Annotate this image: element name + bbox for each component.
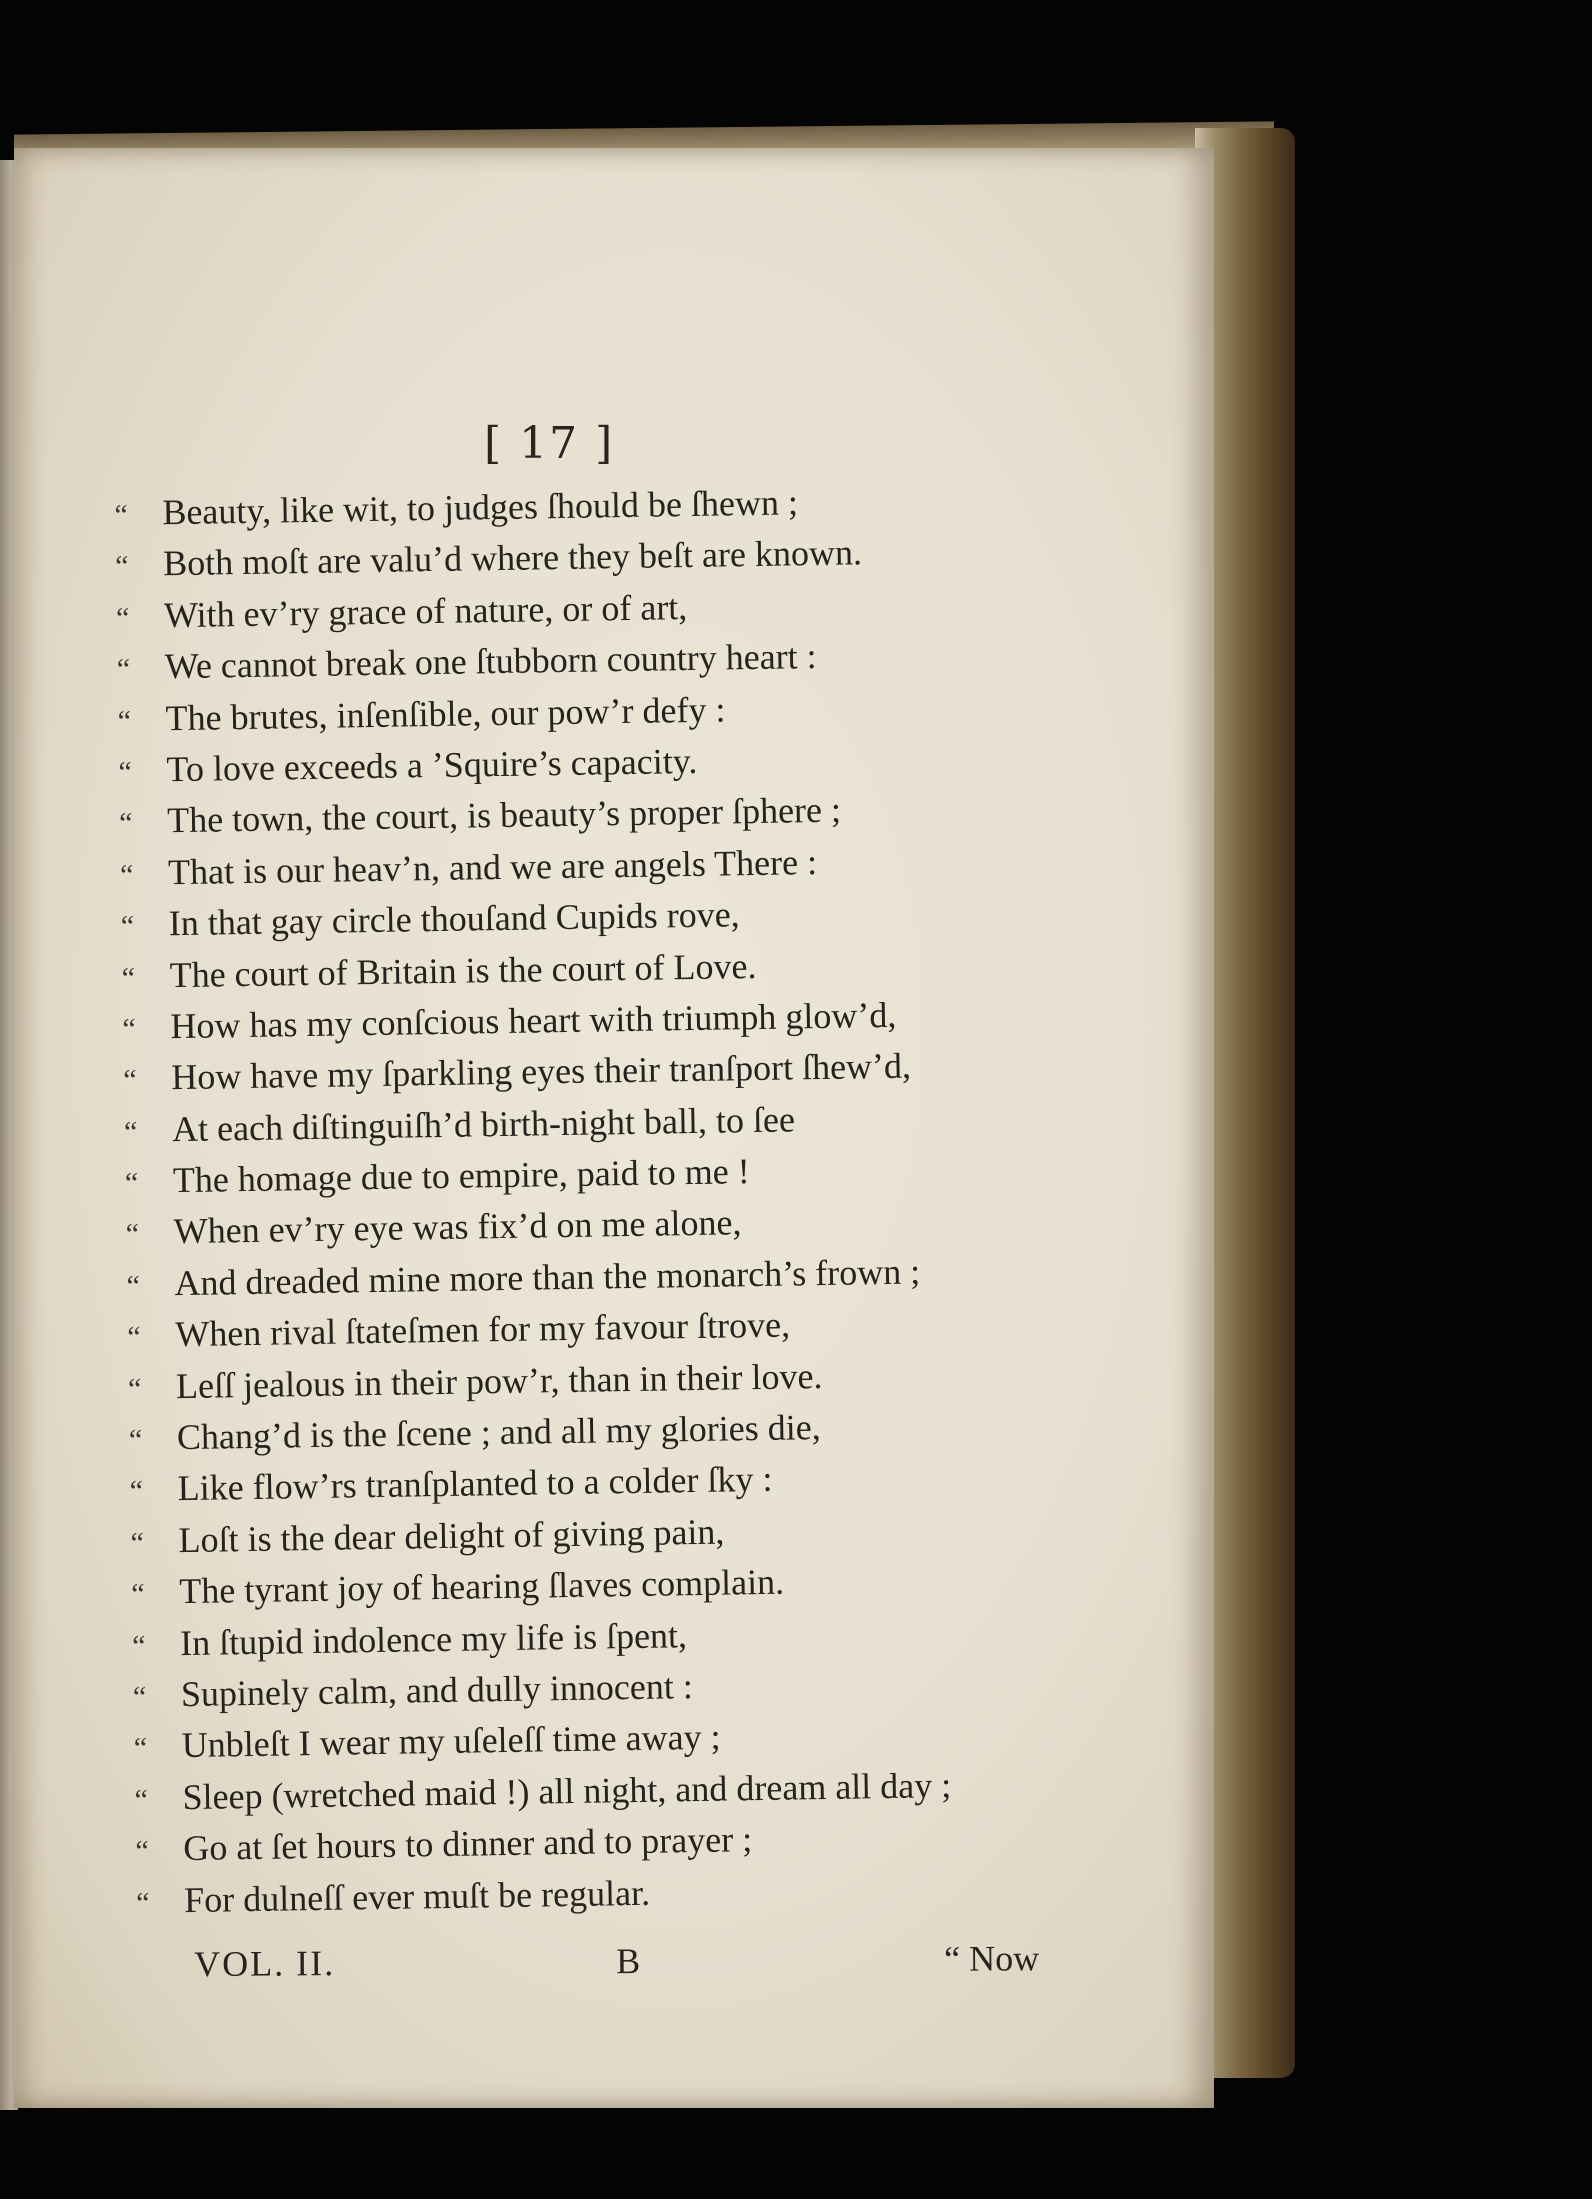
verse-line-text: To love exceeds a ’Squire’s capacity. — [166, 740, 698, 790]
verse-line-text: For dulneſſ ever muſt be regular. — [183, 1872, 651, 1920]
quote-mark: “ — [128, 1423, 143, 1457]
verse-line-text: The town, the court, is beauty’s proper ſphere ; — [166, 789, 842, 841]
quote-mark: “ — [132, 1680, 147, 1714]
quote-mark: “ — [125, 1218, 140, 1252]
verse-line-text: In ſtupid indolence my life is ſpent, — [179, 1614, 688, 1663]
verse-line-text: And dreaded mine more than the monarch’s frown ; — [174, 1251, 921, 1304]
quote-mark: “ — [122, 1012, 137, 1046]
quote-mark: “ — [131, 1577, 145, 1612]
verse-line-text: How have my ſparkling eyes their tranſport ſhew’d, — [170, 1045, 912, 1098]
quote-mark: “ — [119, 858, 134, 892]
quote-mark: “ — [127, 1372, 142, 1406]
quote-mark: “ — [119, 807, 133, 841]
verse-line-text: Go at ſet hours to dinner and to prayer ; — [183, 1819, 753, 1869]
verse-line-text: When ev’ry eye was fix’d on me alone, — [173, 1202, 742, 1252]
verse-line-text: Beauty, like wit, to judges ſhould be ſhewn ; — [162, 482, 799, 533]
page-sheet — [14, 148, 1214, 2108]
signature-mark: B — [616, 1940, 641, 1982]
quote-mark: “ — [130, 1526, 145, 1560]
verse-line-text: The tyrant joy of hearing ſlaves complain. — [179, 1561, 785, 1612]
verse-line-text: In that gay circle thouſand Cupids rove, — [168, 894, 740, 944]
quote-mark: “ — [127, 1320, 141, 1355]
verse-line-text: That is our heav’n, and we are angels There : — [167, 841, 818, 892]
verse-line-text: The brutes, inſenſible, our pow’r defy : — [165, 688, 726, 738]
quote-mark: “ — [135, 1886, 150, 1920]
quote-mark: “ — [135, 1834, 150, 1868]
quote-mark: “ — [134, 1783, 149, 1817]
verse-line-text: When rival ſtateſmen for my favour ſtrove, — [174, 1304, 791, 1355]
quote-mark: “ — [115, 601, 130, 635]
verse-block — [114, 472, 1136, 1926]
quote-mark: “ — [120, 909, 135, 944]
verse-line-text: Chang’d is the ſcene ; and all my glories die, — [176, 1407, 821, 1458]
quote-mark: “ — [114, 550, 129, 584]
verse-line-text: With ev’ry grace of nature, or of art, — [163, 586, 688, 636]
quote-mark: “ — [133, 1732, 148, 1766]
catchword: “ Now — [943, 1938, 1040, 1979]
quote-mark: “ — [123, 1064, 137, 1098]
quote-mark: “ — [126, 1269, 141, 1303]
quote-mark: “ — [123, 1115, 138, 1149]
quote-mark: “ — [117, 704, 132, 738]
verse-line-text: The court of Britain is the court of Love. — [169, 945, 757, 995]
quote-mark: “ — [114, 498, 129, 532]
verse-line-text: Unbleſt I wear my uſeleſſ time away ; — [181, 1717, 721, 1766]
verse-line-text: How has my conſcious heart with triumph glow’d, — [170, 994, 897, 1047]
verse-line-text: Loſt is the dear delight of giving pain, — [178, 1511, 725, 1560]
volume-label: VOL. II. — [194, 1943, 336, 1985]
quote-mark: “ — [121, 961, 136, 995]
quote-mark: “ — [118, 755, 133, 789]
verse-line-text: The homage due to empire, paid to me ! — [172, 1151, 750, 1201]
verse-line-text: At each diſtinguiſh’d birth-night ball, to ſee — [171, 1099, 796, 1149]
verse-line-text: Like flow’rs tranſplanted to a colder ſky : — [177, 1459, 773, 1509]
verse-line-text: Both moſt are valu’d where they beſt are known. — [162, 532, 863, 584]
verse-line-text: Sleep (wretched maid !) all night, and dream all day ; — [182, 1764, 952, 1817]
page-footer — [194, 1937, 1074, 1985]
quote-mark: “ — [116, 652, 131, 687]
quote-mark: “ — [124, 1166, 139, 1200]
page-number: [ 17 ] — [484, 418, 615, 469]
verse-line-text: Leſſ jealous in their pow’r, than in their love. — [175, 1355, 823, 1406]
verse-line-text: Supinely calm, and dully innocent : — [180, 1666, 694, 1715]
quote-mark: “ — [129, 1475, 144, 1509]
verse-line-text: We cannot break one ſtubborn country heart : — [164, 636, 817, 687]
quote-mark: “ — [131, 1629, 146, 1663]
